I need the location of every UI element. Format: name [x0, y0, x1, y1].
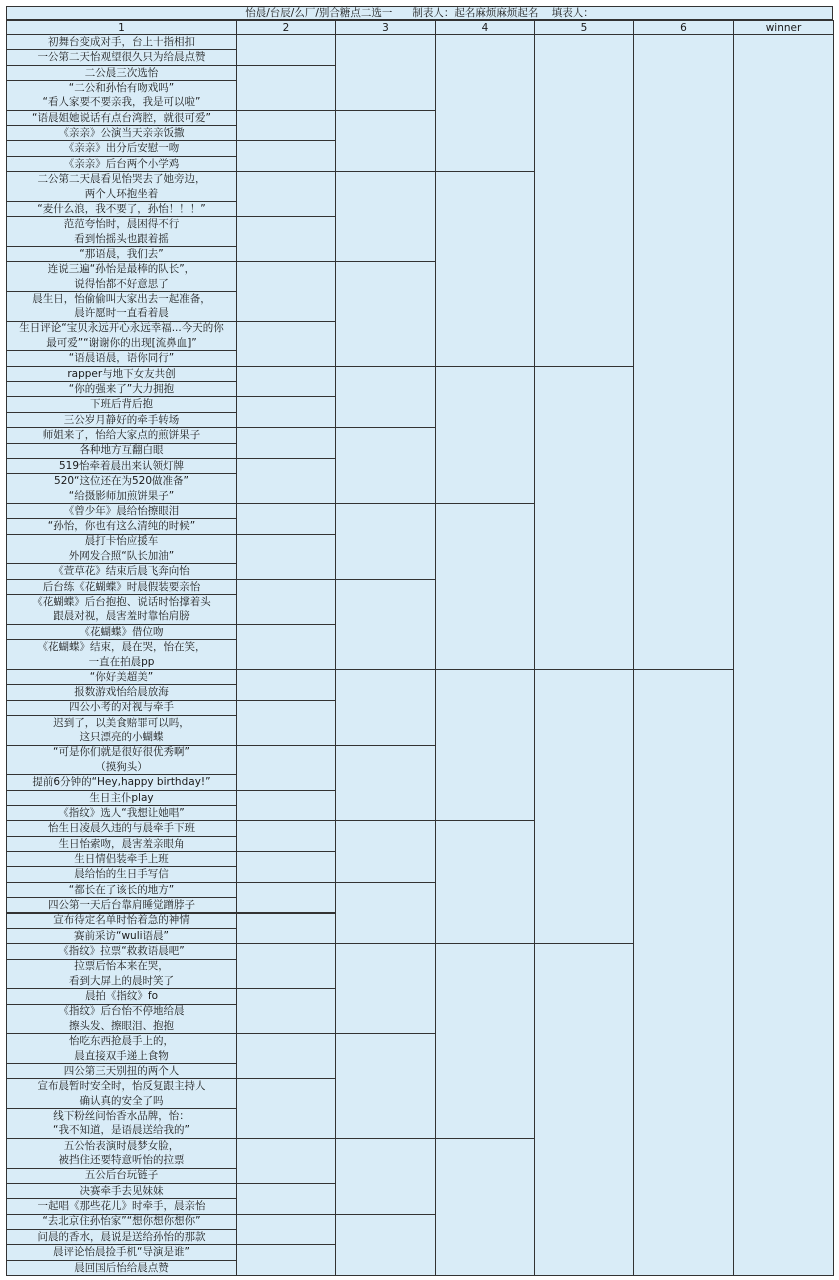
matchup-item: 连说三遍“孙怡是最棒的队长”， 说得怡都不好意思了: [6, 261, 237, 292]
bracket-slot: [335, 261, 436, 366]
bracket-slot: [236, 110, 336, 142]
matchup-item: 拉票后怡本来在哭， 看到大屏上的晨时笑了: [6, 959, 237, 990]
bracket-slot: [335, 427, 436, 504]
matchup-item: 晨拍《指纹》fo: [6, 988, 237, 1004]
bracket-slot: [435, 669, 535, 822]
bracket-slot: [633, 34, 734, 670]
column-header: 1: [6, 20, 237, 35]
matchup-item: 各种地方互翻白眼: [6, 443, 237, 459]
bracket-slot: [335, 1138, 436, 1215]
bracket-slot: [236, 65, 336, 111]
matchup-item: 宣布待定名单时怡着急的神情: [6, 913, 237, 929]
matchup-item: 一公第二天怡观望很久只为给晨点赞: [6, 49, 237, 65]
matchup-item: 师姐来了，怡给大家点的煎饼果子: [6, 427, 237, 443]
matchup-item: 《指纹》拉票“救救语晨吧”: [6, 943, 237, 959]
bracket-slot: [236, 943, 336, 989]
bracket-slot: [236, 216, 336, 262]
matchup-item: 《花蝴蝶》结束，晨在哭，怡在笑， 一直在拍晨pp: [6, 639, 237, 670]
matchup-item: 下班后背后抱: [6, 396, 237, 412]
bracket-slot: [236, 790, 336, 822]
bracket-slot: [236, 503, 336, 535]
matchup-item: “都长在了该长的地方”: [6, 882, 237, 898]
matchup-item: 赛前采访“wuli语晨”: [6, 928, 237, 944]
bracket-slot: [335, 669, 436, 746]
matchup-item: 晨打卡怡应援车 外网发合照“队长加油”: [6, 534, 237, 565]
matchup-item: 五公后台玩链子: [6, 1168, 237, 1184]
bracket-slot: [236, 700, 336, 746]
matchup-item: 四公第三天别扭的两个人: [6, 1063, 237, 1079]
bracket-slot: [236, 820, 336, 852]
bracket-slot: [335, 366, 436, 428]
bracket-slot: [236, 140, 336, 172]
column-header: 6: [633, 20, 734, 35]
matchup-item: 迟到了，以美食赔罪可以吗， 这只漂亮的小蝴蝶: [6, 715, 237, 746]
matchup-item: 五公怡表演时晨梦女脸， 被挡住还要特意听怡的拉票: [6, 1138, 237, 1169]
bracket-slot: [335, 503, 436, 580]
matchup-item: “你好美超美”: [6, 669, 237, 685]
bracket-slot: [534, 366, 634, 670]
matchup-item: 三公岁月静好的牵手转场: [6, 412, 237, 428]
matchup-item: “那语晨，我们去”: [6, 246, 237, 262]
matchup-item: 519怡牵着晨出来认领灯牌: [6, 458, 237, 474]
matchup-item: 生日评论“宝贝永远开心永远幸福...今天的你 最可爱”“谢谢你的出现[流鼻血]”: [6, 321, 237, 352]
bracket-slot: [534, 669, 634, 944]
matchup-item: 520“这位还在为520做准备” “给摄影师加煎饼果子”: [6, 473, 237, 504]
bracket-slot: [435, 503, 535, 670]
bracket-slot: [236, 669, 336, 701]
bracket-slot: [534, 34, 634, 367]
bracket-slot: [335, 110, 436, 172]
bracket-slot: [435, 1138, 535, 1276]
bracket-slot: [335, 943, 436, 1034]
matchup-item: 二公晨三次选怡: [6, 65, 237, 81]
bracket-slot: [435, 943, 535, 1139]
bracket-slot: [733, 34, 834, 1276]
matchup-item: 晨生日，怡偷偷叫大家出去一起准备， 晨许愿时一直看着晨: [6, 291, 237, 322]
matchup-item: 一起唱《那些花儿》时牵手，晨亲怡: [6, 1198, 237, 1214]
matchup-item: “孙怡，你也有这么清纯的时候”: [6, 518, 237, 534]
matchup-item: 四公第一天后台靠肩睡觉蹭脖子: [6, 897, 237, 913]
matchup-item: 决赛牵手去见妹妹: [6, 1183, 237, 1199]
bracket-slot: [236, 321, 336, 367]
matchup-item: 《萱草花》结束后晨飞奔向怡: [6, 563, 237, 579]
matchup-item: 后台练《花蝴蝶》时晨假装要亲怡: [6, 579, 237, 595]
bracket-slot: [236, 1033, 336, 1079]
bracket-slot: [236, 851, 336, 883]
bracket-slot: [435, 34, 535, 172]
bracket-slot: [236, 1183, 336, 1215]
bracket-slot: [335, 820, 436, 882]
bracket-slot: [335, 745, 436, 822]
bracket-slot: [236, 745, 336, 791]
matchup-item: 四公小考的对视与牵手: [6, 700, 237, 716]
matchup-item: 初舞台变成对手，台上十指相扣: [6, 34, 237, 50]
matchup-item: “麦什么浪，我不要了，孙怡！！！”: [6, 201, 237, 217]
matchup-item: 晨评论怡晨捡手机“导演是谁”: [6, 1244, 237, 1260]
sheet-title: 怡晨/台辰/么厂/别合糖点二选一 制表人：起名麻烦麻烦起名 填表人：: [6, 6, 833, 20]
bracket-slot: [236, 988, 336, 1034]
bracket-slot: [236, 396, 336, 428]
matchup-item: 《花蝴蝶》后台抱抱、说话时怡撑着头 跟晨对视，晨害羞时靠怡肩膀: [6, 594, 237, 625]
bracket-slot: [236, 1078, 336, 1138]
matchup-item: “语晨姐她说话有点台湾腔，就很可爱”: [6, 110, 237, 126]
matchup-item: 《花蝴蝶》借位吻: [6, 624, 237, 640]
matchup-item: 生日主仆play: [6, 790, 237, 806]
matchup-item: 怡生日凌晨久违的与晨牵手下班: [6, 820, 237, 836]
matchup-item: 《指纹》后台怡不停地给晨 擦头发、擦眼泪、抱抱: [6, 1004, 237, 1035]
bracket-slot: [335, 1033, 436, 1138]
bracket-slot: [236, 261, 336, 321]
column-header: 4: [435, 20, 535, 35]
bracket-slot: [335, 579, 436, 670]
bracket-slot: [335, 34, 436, 111]
matchup-item: rapper与地下女友共创: [6, 366, 237, 382]
bracket-slot: [236, 171, 336, 217]
bracket-slot: [236, 1138, 336, 1184]
bracket-slot: [236, 458, 336, 504]
matchup-item: 晨回国后怡给晨点赞: [6, 1260, 237, 1276]
matchup-item: 《亲亲》后台两个小学鸡: [6, 156, 237, 172]
bracket-slot: [236, 882, 336, 914]
matchup-item: “可是你们就是很好很优秀啊” （摸狗头）: [6, 745, 237, 776]
matchup-item: “语晨语晨，语你同行”: [6, 350, 237, 366]
matchup-item: 《亲亲》出分后安慰一吻: [6, 140, 237, 156]
matchup-item: “你的强来了”大力拥抱: [6, 381, 237, 397]
matchup-item: 二公第二天晨看见怡哭去了她旁边， 两个人环抱坐着: [6, 171, 237, 202]
bracket-slot: [633, 669, 734, 1276]
bracket-slot: [435, 366, 535, 504]
matchup-item: 报数游戏怡给晨放海: [6, 684, 237, 700]
bracket-slot: [335, 882, 436, 944]
bracket-slot: [236, 1244, 336, 1276]
matchup-item: “二公和孙怡有吻戏吗” “看人家要不要亲我，我是可以啦”: [6, 80, 237, 111]
bracket-slot: [236, 366, 336, 398]
matchup-item: 生日怡索吻，晨害羞亲眼角: [6, 836, 237, 852]
bracket-slot: [335, 1214, 436, 1276]
column-header: 2: [236, 20, 336, 35]
matchup-item: 生日情侣装牵手上班: [6, 851, 237, 867]
matchup-item: 《指纹》选人“我想让她唱”: [6, 805, 237, 821]
matchup-item: 提前6分钟的“Hey,happy birthday!”: [6, 774, 237, 790]
matchup-item: 《亲亲》公演当天亲亲饭撒: [6, 125, 237, 141]
bracket-slot: [236, 34, 336, 66]
matchup-item: 怡吃东西抢晨手上的， 晨直接双手递上食物: [6, 1033, 237, 1064]
matchup-item: 宣布晨暂时安全时，怡反复跟主持人 确认真的安全了吗: [6, 1078, 237, 1109]
bracket-slot: [534, 943, 634, 1276]
bracket-slot: [435, 171, 535, 367]
bracket-slot: [236, 624, 336, 670]
bracket-slot: [236, 579, 336, 625]
bracket-slot: [335, 171, 436, 262]
bracket-slot: [236, 913, 336, 945]
matchup-item: 晨给怡的生日手写信: [6, 866, 237, 882]
column-header: 3: [335, 20, 436, 35]
bracket-slot: [435, 820, 535, 944]
matchup-item: 线下粉丝问怡香水品牌，怡： “我不知道，是语晨送给我的”: [6, 1108, 237, 1139]
matchup-item: 《曾少年》晨给怡擦眼泪: [6, 503, 237, 519]
bracket-slot: [236, 427, 336, 459]
bracket-slot: [236, 1214, 336, 1246]
column-header: 5: [534, 20, 634, 35]
matchup-item: “去北京住孙怡家”“想你想你想你”: [6, 1214, 237, 1230]
column-header: winner: [733, 20, 834, 35]
matchup-item: 问晨的香水，晨说是送给孙怡的那款: [6, 1229, 237, 1245]
bracket-slot: [236, 534, 336, 580]
matchup-item: 范范夸怡时，晨困得不行 看到怡摇头也跟着摇: [6, 216, 237, 247]
